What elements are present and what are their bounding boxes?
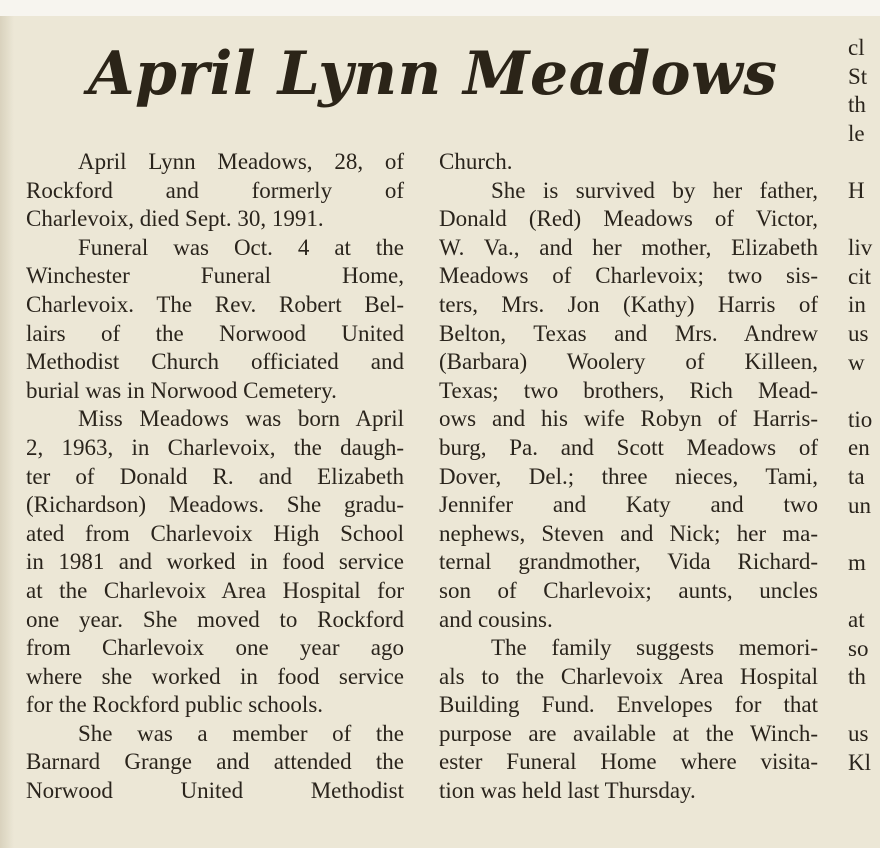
article-column-middle: [439, 148, 818, 806]
cut-off-text-fragment: us: [848, 721, 869, 747]
text-line: ester Funeral Home where visita-: [439, 749, 818, 775]
text-line: where she worked in food service: [26, 663, 404, 689]
cut-off-text-fragment: m: [848, 549, 866, 575]
cut-off-text-fragment: at: [848, 607, 865, 632]
cut-off-text-fragment: cit: [848, 263, 871, 289]
text-line: ated from Charlevoix High School: [26, 520, 404, 546]
text-line: ter of Donald R. and Elizabeth: [26, 463, 404, 489]
text-line: Barnard Grange and attended the: [26, 749, 404, 775]
cut-off-text-fragment: liv: [848, 235, 873, 261]
cut-off-text-fragment: H: [848, 178, 865, 203]
text-line: Meadows of Charlevoix; two sis-: [439, 263, 818, 289]
text-line: Winchester Funeral Home,: [26, 263, 404, 289]
article-column-left: [26, 148, 404, 806]
page-top-margin: [0, 0, 880, 16]
text-line: Belton, Texas and Mrs. Andrew: [439, 320, 818, 346]
cut-off-text-fragment: St: [848, 63, 868, 89]
cut-off-text-fragment: tio: [848, 406, 873, 432]
cut-off-text-fragment: Kl: [848, 750, 871, 775]
text-line: She is survived by her father,: [491, 177, 818, 203]
text-line: purpose are available at the Winch-: [439, 720, 818, 746]
cut-off-text-fragment: so: [848, 635, 869, 661]
text-line: tion was held last Thursday.: [439, 778, 696, 804]
cut-off-text-fragment: ta: [848, 464, 865, 489]
text-line: Donald (Red) Meadows of Victor,: [439, 206, 818, 232]
text-line: ternal grandmother, Vida Richard-: [439, 549, 818, 575]
text-line: (Richardson) Meadows. She gradu-: [26, 492, 404, 518]
text-line: ters, Mrs. Jon (Kathy) Harris of: [439, 291, 818, 317]
text-line: at the Charlevoix Area Hospital for: [26, 577, 404, 603]
text-line: Charlevoix. The Rev. Robert Bel-: [26, 291, 404, 317]
cut-off-text-fragment: un: [848, 492, 871, 518]
text-line: and cousins.: [439, 606, 553, 632]
cut-off-text-fragment: th: [848, 664, 866, 690]
obituary-headline: April Lynn Meadows: [88, 39, 778, 109]
text-line: burial was in Norwood Cemetery.: [26, 377, 337, 403]
text-line: W. Va., and her mother, Elizabeth: [439, 234, 818, 260]
text-line: for the Rockford public schools.: [26, 692, 324, 718]
text-line: Dover, Del.; three nieces, Tami,: [439, 463, 818, 489]
text-line: one year. She moved to Rockford: [26, 606, 404, 632]
text-line: Building Fund. Envelopes for that: [439, 692, 818, 718]
text-line: Norwood United Methodist: [26, 778, 404, 804]
text-line: She was a member of the: [78, 720, 404, 746]
cut-off-text-fragment: us: [848, 321, 869, 346]
cut-off-text-fragment: in: [848, 292, 866, 318]
cut-off-text-fragment: le: [848, 120, 865, 146]
cut-off-text-fragment: cl: [848, 35, 865, 60]
text-line: 2, 1963, in Charlevoix, the daugh-: [26, 434, 404, 460]
cut-off-text-fragment: en: [848, 435, 870, 461]
text-line: Texas; two brothers, Rich Mead-: [439, 377, 818, 403]
cut-off-text-fragment: w: [848, 349, 865, 375]
text-line: (Barbara) Woolery of Killeen,: [439, 349, 818, 375]
text-line: The family suggests memori-: [491, 635, 818, 661]
text-line: burg, Pa. and Scott Meadows of: [439, 434, 818, 460]
text-line: Church.: [439, 149, 513, 174]
cut-off-text-fragment: th: [848, 92, 866, 118]
text-line: Funeral was Oct. 4 at the: [78, 234, 404, 260]
text-line: ows and his wife Robyn of Harris-: [439, 406, 818, 432]
text-line: als to the Charlevoix Area Hospital: [439, 663, 818, 689]
page-edge-shadow: [0, 16, 14, 848]
text-line: lairs of the Norwood United: [26, 320, 404, 346]
text-line: in 1981 and worked in food service: [26, 549, 404, 575]
text-line: nephews, Steven and Nick; her ma-: [439, 520, 818, 546]
text-line: Jennifer and Katy and two: [439, 492, 818, 518]
text-line: son of Charlevoix; aunts, uncles: [439, 577, 818, 603]
text-line: Miss Meadows was born April: [78, 406, 404, 432]
text-line: Methodist Church officiated and: [26, 349, 404, 375]
text-line: Rockford and formerly of: [26, 177, 404, 203]
text-line: from Charlevoix one year ago: [26, 635, 404, 661]
text-line: Charlevoix, died Sept. 30, 1991.: [26, 206, 324, 232]
text-line: April Lynn Meadows, 28, of: [78, 149, 404, 174]
